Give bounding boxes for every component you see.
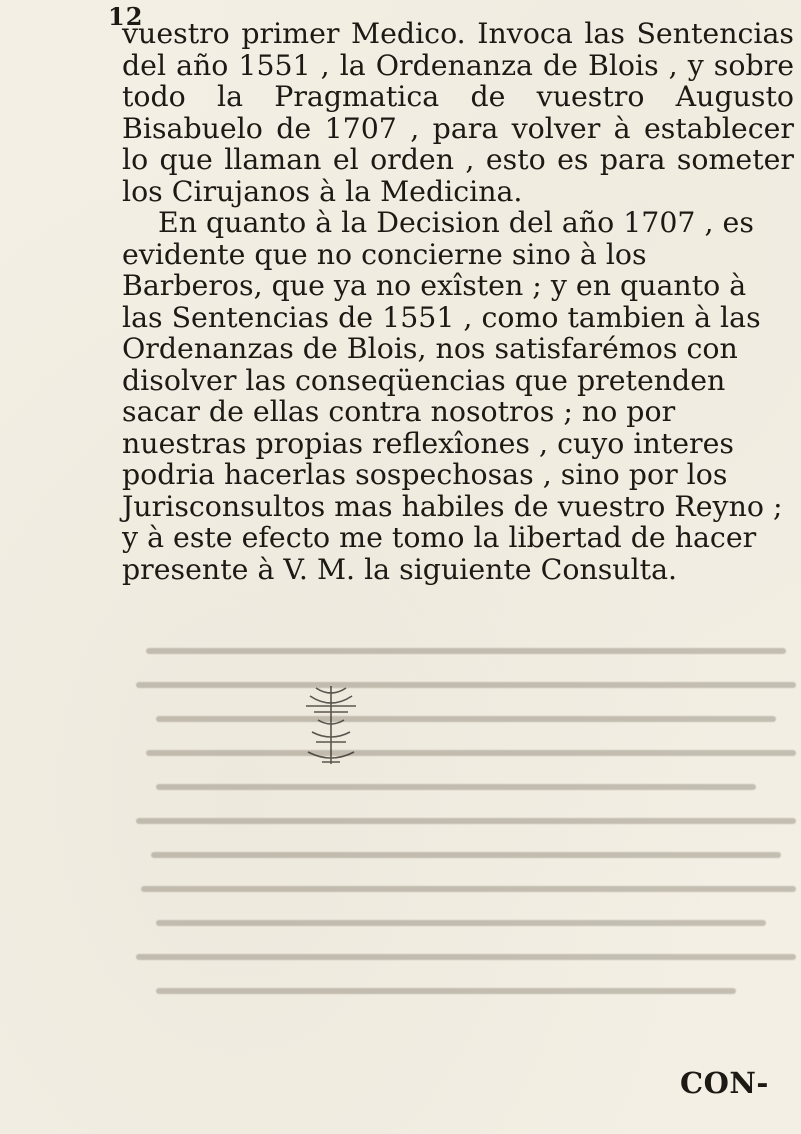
catchword: CON-	[680, 1066, 769, 1100]
paragraph-1: vuestro primer Medico. Invoca las Sentencias del año 1551 , la Ordenanza de Blois , y sobre todo la Pragmatica de vuestro Augusto Bisabuelo de 1707 , para volver à establecer lo que llaman el orden , esto es para someter los Cirujanos à la Medicina.	[122, 17, 794, 208]
show-through-texture	[120, 640, 796, 1020]
printer-ornament-icon	[296, 682, 366, 768]
page-number: 12	[108, 2, 144, 31]
body-text	[122, 18, 794, 585]
paragraph-2: En quanto à la Decision del año 1707 , es evidente que no concierne sino à los Barberos, que ya no exîsten ; y en quanto à las Sentencias de 1551 , como tambien à las Ordenanzas de Blois, nos satisfarémos con disolver las conseqüencias que pretenden sacar de ellas contra nosotros ; no por nuestras propias reflexîones , cuyo interes podria hacerlas sospechosas , sino por los Jurisconsultos mas habiles de vuestro Reyno ; y à este efecto me tomo la libertad de hacer presente à V. M. la siguiente Consulta.	[122, 206, 783, 586]
